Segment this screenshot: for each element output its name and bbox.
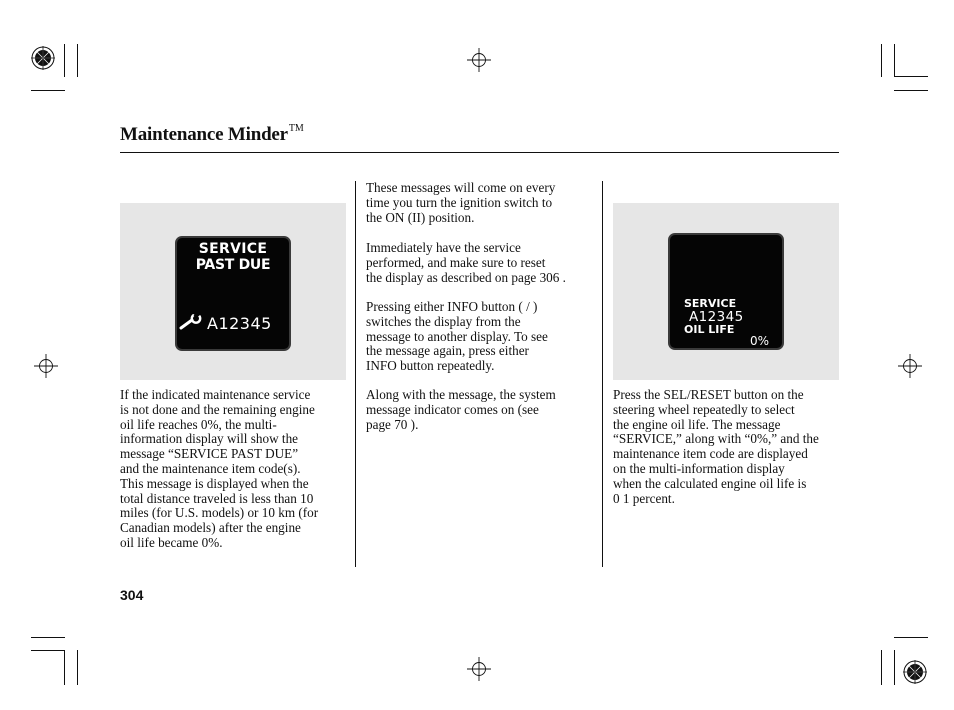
registration-crosshair-icon xyxy=(467,48,491,72)
middle-column-paragraph-4: Along with the message, the system message indicator comes on (see page 70 ). xyxy=(366,387,556,432)
crop-mark xyxy=(77,44,78,77)
left-column-paragraph: If the indicated maintenance service is not done and the remaining engine oil life reaches 0%, the multi- information display will show the message “SERVICE PAST DUE” and the maintenance item code(s). This message is displayed when the total distance traveled is less than 10 miles (for U.S. models) or 10 km (for Canadian models) after the engine oil life became 0%. xyxy=(120,387,319,550)
page-number: 304 xyxy=(120,587,144,603)
registration-crosshair-icon xyxy=(467,657,491,681)
registration-crosshair-icon xyxy=(34,354,58,378)
trademark-mark: TM xyxy=(288,123,304,134)
middle-column-paragraph-1: These messages will come on every time you turn the ignition switch to the ON (II) position. xyxy=(366,180,556,225)
display-maintenance-code: A12345 xyxy=(689,309,744,325)
crop-mark xyxy=(894,44,895,77)
crop-mark xyxy=(894,76,928,77)
display-maintenance-code: A12345 xyxy=(207,314,272,333)
title-rule xyxy=(120,152,839,153)
display-line-past-due: PAST DUE xyxy=(195,257,271,273)
crop-mark xyxy=(881,650,882,685)
crop-mark xyxy=(894,90,928,91)
display-line-oil-life: OIL LIFE xyxy=(684,323,735,336)
crop-mark xyxy=(894,650,895,685)
registration-sunburst-icon xyxy=(31,46,55,70)
page-title xyxy=(120,124,304,146)
display-line-service: SERVICE xyxy=(684,297,737,310)
figure-service-oil-life xyxy=(613,203,839,380)
column-divider xyxy=(602,181,603,567)
crop-mark xyxy=(77,650,78,685)
display-line-service: SERVICE xyxy=(198,241,268,257)
crop-mark xyxy=(64,44,65,77)
figure-service-past-due xyxy=(120,203,346,380)
registration-crosshair-icon xyxy=(898,354,922,378)
registration-sunburst-icon xyxy=(903,660,927,684)
info-display-screen xyxy=(175,236,291,351)
column-divider xyxy=(355,181,356,567)
crop-mark xyxy=(31,637,65,638)
crop-mark xyxy=(31,650,65,651)
right-column-paragraph: Press the SEL/RESET button on the steering wheel repeatedly to select the engine oil life. The message “SERVICE,” along with “0%,” and the maintenance item code are displayed on the multi-information display when the calculated engine oil life is 0 1 percent. xyxy=(613,387,819,506)
crop-mark xyxy=(31,90,65,91)
crop-mark xyxy=(894,637,928,638)
middle-column-paragraph-2: Immediately have the service performed, and make sure to reset the display as described on page 306 . xyxy=(366,240,566,285)
wrench-icon xyxy=(179,314,205,333)
display-oil-percent: 0% xyxy=(750,334,770,348)
crop-mark xyxy=(881,44,882,77)
page-title-text: Maintenance Minder xyxy=(120,124,288,145)
middle-column-paragraph-3: Pressing either INFO button ( / ) switches the display from the message to another display. To see the message again, press either INFO button repeatedly. xyxy=(366,299,548,374)
info-display-screen xyxy=(668,233,784,350)
crop-mark xyxy=(64,650,65,685)
